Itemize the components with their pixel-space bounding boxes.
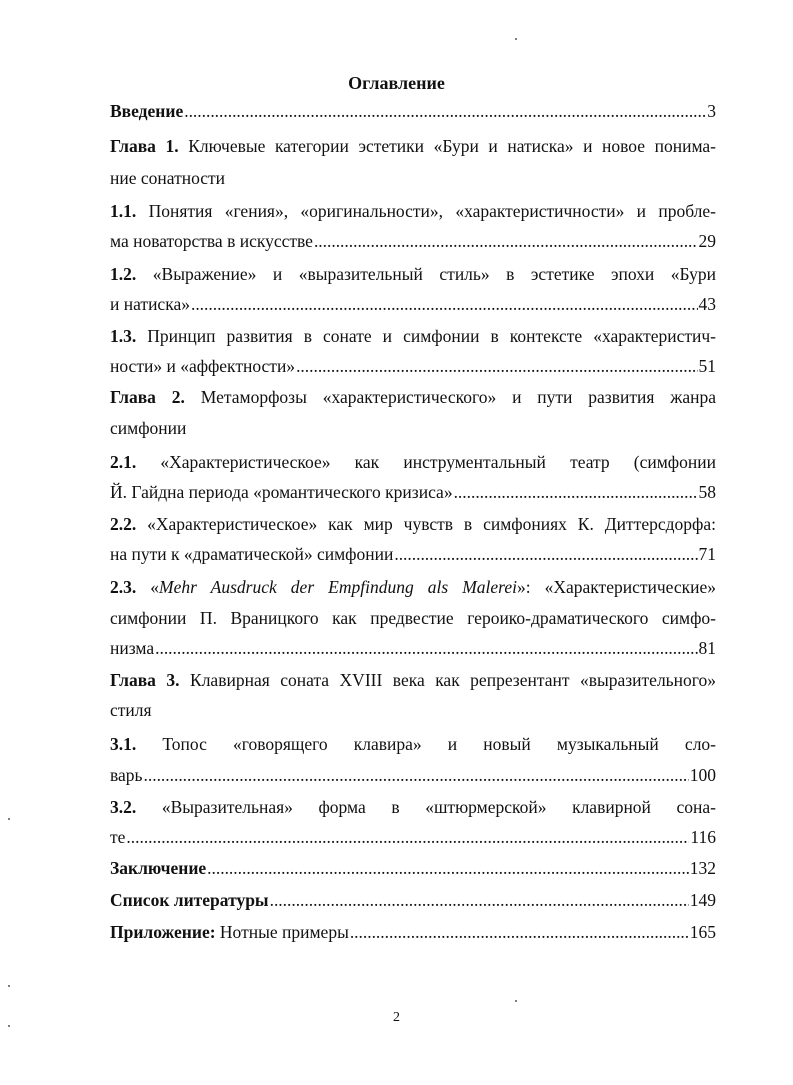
scan-speck xyxy=(8,985,10,987)
section-title-cont: ма новаторства в искусстве xyxy=(110,231,313,251)
toc-chapter-3-line2: стиля xyxy=(110,700,152,720)
dot-leader xyxy=(184,100,706,122)
toc-section-3-2-line2 xyxy=(110,826,716,848)
page-ref: 58 xyxy=(698,482,716,502)
toc-section-2-1-line2 xyxy=(110,481,716,503)
section-title-cont: на пути к «драматической» симфонии xyxy=(110,544,394,564)
toc-section-1-1-line2 xyxy=(110,230,716,252)
dot-leader xyxy=(144,764,689,786)
page-ref: 132 xyxy=(689,858,716,878)
toc-chapter-2-line1 xyxy=(110,386,716,408)
section-number: 2.3. xyxy=(110,577,137,597)
toc-section-2-3-line3 xyxy=(110,637,716,659)
appendix-head xyxy=(110,921,349,943)
dot-leader xyxy=(155,637,697,659)
page-ref: 81 xyxy=(698,638,716,658)
toc-section-3-2-line1 xyxy=(110,796,716,818)
toc-section-1-1-line1 xyxy=(110,200,716,222)
quote-open: « xyxy=(150,577,160,597)
toc-entry-appendix xyxy=(110,921,716,943)
dot-leader xyxy=(350,921,689,943)
toc-entry-bibliography xyxy=(110,889,716,911)
toc-section-2-1-line1 xyxy=(110,451,716,473)
dot-leader xyxy=(296,355,697,377)
section-number: 2.2. xyxy=(110,514,137,534)
scan-speck xyxy=(8,1025,10,1027)
dot-leader xyxy=(270,889,689,911)
toc-chapter-2-line2: симфонии xyxy=(110,418,187,438)
section-title: Топос «говорящего клавира» и новый музыкальный сло- xyxy=(162,734,717,754)
toc-section-1-3-line2 xyxy=(110,355,716,377)
entry-label: Заключение xyxy=(110,858,207,878)
chapter-label: Глава 2. xyxy=(110,387,185,407)
section-title-cont: Й. Гайдна периода «романтического кризиса» xyxy=(110,482,453,502)
section-number: 1.2. xyxy=(110,264,137,284)
toc-chapter-3-line1 xyxy=(110,669,716,691)
section-title: Понятия «гения», «оригинальности», «характеристичности» и пробле- xyxy=(148,201,716,221)
toc-section-1-2-line1 xyxy=(110,263,716,285)
toc-section-2-2-line2 xyxy=(110,543,716,565)
section-title: «Характеристическое» как инструментальный театр (симфонии xyxy=(160,452,716,472)
toc-entry-introduction xyxy=(110,100,716,122)
entry-label: Приложение: xyxy=(110,922,216,942)
toc-entry-conclusion xyxy=(110,857,716,879)
page-ref: 71 xyxy=(698,544,716,564)
toc-section-3-1-line2 xyxy=(110,764,716,786)
entry-label: Введение xyxy=(110,101,184,121)
section-number: 1.1. xyxy=(110,201,137,221)
dot-leader xyxy=(394,543,697,565)
dot-leader xyxy=(207,857,689,879)
chapter-title: Ключевые категории эстетики «Бури и натиска» и новое понима- xyxy=(188,136,716,156)
scan-speck xyxy=(515,1000,517,1002)
page-ref: 29 xyxy=(698,231,716,251)
toc-section-1-2-line2 xyxy=(110,293,716,315)
section-title: «Выражение» и «выразительный стиль» в эстетике эпохи «Бури xyxy=(152,264,717,284)
dot-leader xyxy=(454,481,698,503)
section-number: 3.1. xyxy=(110,734,137,754)
toc-section-2-2-line1 xyxy=(110,513,716,535)
section-number: 2.1. xyxy=(110,452,137,472)
page-ref: 165 xyxy=(689,922,716,942)
scan-speck xyxy=(515,38,517,40)
dot-leader xyxy=(314,230,698,252)
entry-text: Нотные примеры xyxy=(219,922,349,942)
chapter-title: Клавирная соната XVIII века как репрезентант «выразительного» xyxy=(190,670,717,690)
toc-section-2-3-line1 xyxy=(110,576,716,598)
dot-leader xyxy=(126,826,689,848)
german-title: Mehr Ausdruck der Empfindung als Malerei xyxy=(159,577,517,597)
section-title-cont: и натиска» xyxy=(110,294,190,314)
dot-leader xyxy=(191,293,698,315)
page-ref: 3 xyxy=(707,101,716,121)
chapter-label: Глава 1. xyxy=(110,136,179,156)
page-ref: 43 xyxy=(698,294,716,314)
toc-section-3-1-line1 xyxy=(110,733,716,755)
section-number: 3.2. xyxy=(110,797,137,817)
section-title-cont: варь xyxy=(110,765,143,785)
section-title: «Характеристическое» как мир чувств в симфониях К. Диттерсдорфа: xyxy=(147,514,717,534)
toc-section-1-3-line1 xyxy=(110,325,716,347)
section-title-cont: те xyxy=(110,827,126,847)
section-title-cont: ности» и «аффектности» xyxy=(110,356,296,376)
section-title: Принцип развития в сонате и симфонии в контексте «характеристич- xyxy=(147,326,717,346)
section-number: 1.3. xyxy=(110,326,137,346)
toc-chapter-1-line1 xyxy=(110,135,716,157)
toc-section-2-3-line2: симфонии П. Враницкого как предвестие героико-драматического симфо- xyxy=(110,608,716,628)
chapter-title: Метаморфозы «характеристического» и пути развития жанра xyxy=(200,387,716,407)
chapter-label: Глава 3. xyxy=(110,670,180,690)
page-ref: 149 xyxy=(689,890,716,910)
page-ref: 51 xyxy=(698,356,716,376)
toc-chapter-1-line2: ние сонатности xyxy=(110,168,226,188)
section-title: «Выразительная» форма в «штюрмерской» клавирной сона- xyxy=(161,797,716,817)
section-title: »: «Характеристические» xyxy=(516,577,717,597)
page-ref: 116 xyxy=(690,827,716,847)
page-number: 2 xyxy=(393,1010,400,1025)
section-title-cont: низма xyxy=(110,638,155,658)
scan-speck xyxy=(8,818,10,820)
entry-label: Список литературы xyxy=(110,890,269,910)
toc-title: Оглавление xyxy=(348,73,445,93)
page-ref: 100 xyxy=(689,765,716,785)
